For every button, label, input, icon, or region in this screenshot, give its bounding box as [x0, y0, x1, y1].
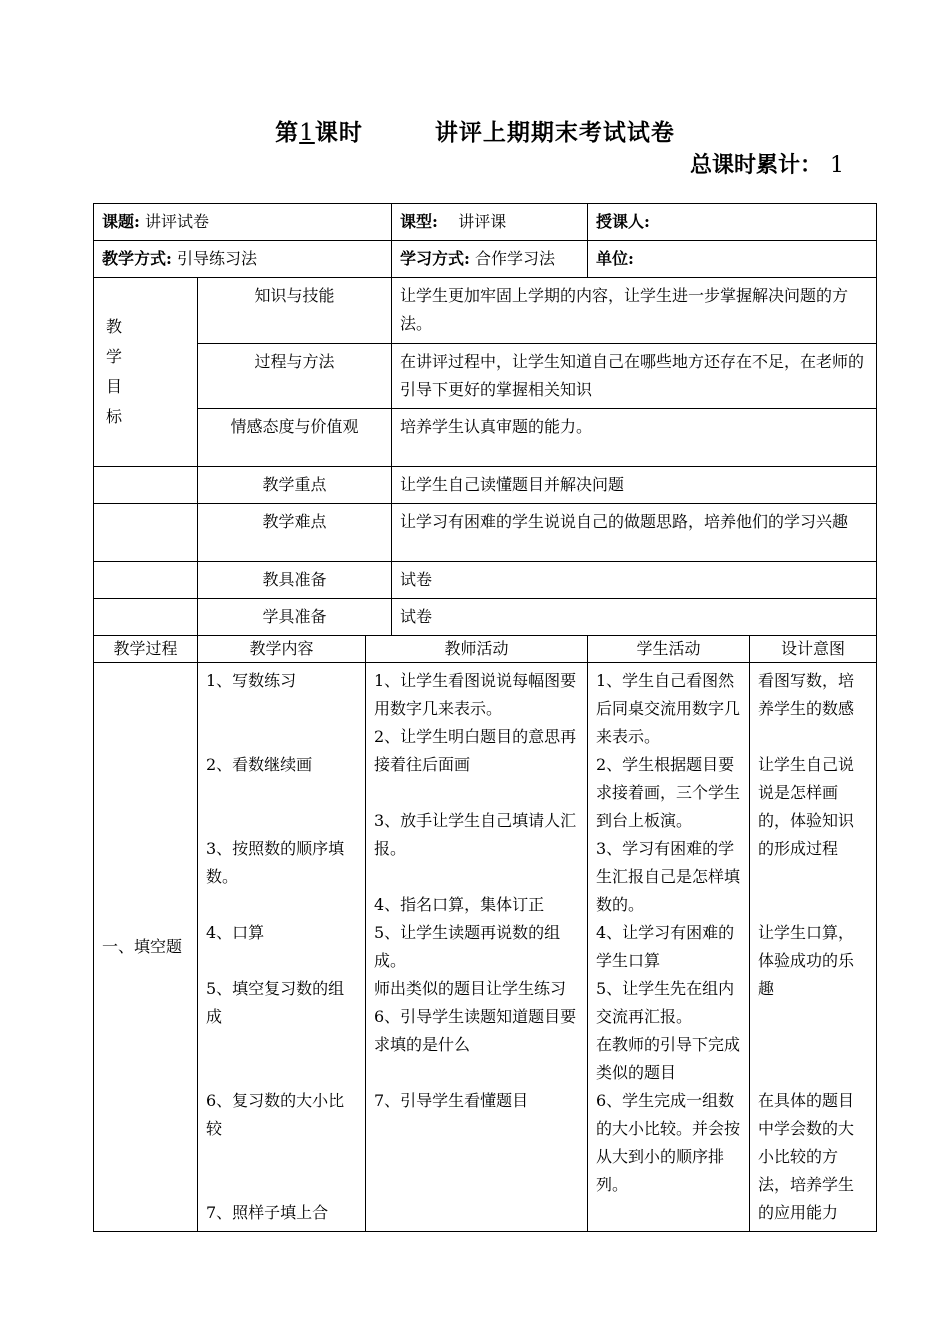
- key-row: [94, 599, 877, 636]
- process-header: 学生活动: [588, 636, 750, 663]
- process-header: 教学过程: [94, 636, 198, 663]
- process-student: [588, 663, 750, 1232]
- lesson-topic-title: 讲评上期期末考试试卷: [434, 119, 675, 146]
- process-content-text: [206, 667, 357, 1227]
- goal-row-1: [94, 278, 877, 344]
- process-paragraph: [206, 807, 357, 835]
- process-paragraph: [206, 891, 357, 919]
- process-header: 设计意图: [750, 636, 877, 663]
- key-name: 教学重点: [198, 467, 392, 504]
- process-paragraph: 看图写数，培养学生的数感: [758, 671, 855, 718]
- process-paragraph: 2、看数继续画: [206, 755, 313, 774]
- goal-name: 情感态度与价值观: [198, 409, 392, 467]
- info-row-1: [94, 204, 877, 241]
- process-paragraph: 师出类似的题目让学生练习: [374, 979, 567, 998]
- key-row: [94, 562, 877, 599]
- process-header-row: [94, 636, 877, 663]
- study-label: 学习方式: [400, 249, 465, 268]
- type-value: 讲评课: [458, 212, 507, 231]
- process-paragraph: [374, 779, 579, 807]
- key-name: 教具准备: [198, 562, 392, 599]
- goal-row-3: [94, 409, 877, 467]
- process-teacher-text: [374, 667, 579, 1115]
- process-paragraph: 1、让学生看图说说每幅图要用数字几来表示。: [374, 671, 577, 718]
- process-paragraph: 4、口算: [206, 923, 265, 942]
- key-row: [94, 467, 877, 504]
- process-student-text: [596, 667, 741, 1199]
- process-paragraph: 5、让学生读题再说数的组成。: [374, 923, 561, 970]
- process-header: 教师活动: [366, 636, 588, 663]
- goals-label-char: 目: [106, 377, 123, 396]
- unit-cell: [588, 241, 877, 278]
- lesson-title: [0, 114, 950, 147]
- goal-text: 培养学生认真审题的能力。: [392, 409, 877, 467]
- goal-name: 知识与技能: [198, 278, 392, 344]
- type-cell: [392, 204, 588, 241]
- unit-label: 单位:: [596, 249, 634, 268]
- process-paragraph: [758, 1031, 868, 1059]
- process-intent: [750, 663, 877, 1232]
- process-paragraph: [374, 1059, 579, 1087]
- key-name: 教学难点: [198, 504, 392, 562]
- process-paragraph: [758, 723, 868, 751]
- process-header: 教学内容: [198, 636, 366, 663]
- process-paragraph: 1、写数练习: [206, 671, 297, 690]
- process-paragraph: 让学生自己说说是怎样画的，体验知识的形成过程: [758, 755, 855, 858]
- method-cell: 教学方式: 引导练习法: [94, 241, 392, 278]
- process-paragraph: [374, 863, 579, 891]
- process-paragraph: [758, 863, 868, 891]
- process-paragraph: [206, 779, 357, 807]
- key-row: [94, 504, 877, 562]
- process-paragraph: 4、让学习有困难的学生口算: [596, 923, 735, 970]
- topic-value: 讲评试卷: [145, 212, 210, 231]
- topic-label: 课题: [102, 212, 135, 231]
- process-paragraph: 3、放手让学生自己填请人汇报。: [374, 811, 577, 858]
- total-hours-label: 总课时累计：: [689, 152, 822, 178]
- process-paragraph: 6、引导学生读题知道题目要求填的是什么: [374, 1007, 577, 1054]
- goals-label-cell: [94, 278, 198, 467]
- method-label: 教学方式: [102, 249, 167, 268]
- process-paragraph: 4、指名口算，集体订正: [374, 895, 545, 914]
- process-paragraph: [758, 1059, 868, 1087]
- goal-name: 过程与方法: [198, 344, 392, 409]
- process-paragraph: [206, 723, 357, 751]
- teacher-cell: [588, 204, 877, 241]
- teacher-label: 授课人:: [596, 212, 650, 231]
- process-paragraph: [206, 695, 357, 723]
- process-paragraph: 3、学习有困难的学生汇报自己是怎样填数的。: [596, 839, 741, 914]
- topic-cell: 课题: 讲评试卷: [94, 204, 392, 241]
- goal-text: 让学生更加牢固上学期的内容，让学生进一步掌握解决问题的方法。: [392, 278, 877, 344]
- lesson-suffix: 课时: [314, 119, 363, 146]
- type-label: 课型:: [400, 212, 438, 231]
- process-paragraph: 在具体的题目中学会数的大小比较的方法，培养学生的应用能力: [758, 1091, 855, 1222]
- goals-label-char: 学: [106, 347, 123, 366]
- total-hours-value: 1: [830, 153, 844, 178]
- process-paragraph: 1、学生自己看图然后同桌交流用数字几来表示。: [596, 671, 741, 746]
- process-paragraph: [758, 1003, 868, 1031]
- process-paragraph: 5、填空复习数的组成: [206, 979, 345, 1026]
- process-paragraph: [206, 1059, 357, 1087]
- lesson-prefix: 第: [275, 119, 300, 146]
- info-row-2: [94, 241, 877, 278]
- process-paragraph: 6、复习数的大小比较: [206, 1091, 345, 1138]
- process-paragraph: 在教师的引导下完成类似的题目: [596, 1035, 741, 1082]
- goal-text: 在讲评过程中，让学生知道自己在哪些地方还存在不足，在老师的引导下更好的掌握相关知识: [392, 344, 877, 409]
- process-row: [94, 663, 877, 1232]
- lesson-plan-table: [93, 203, 877, 1232]
- process-paragraph: 让学生口算，体验成功的乐趣: [758, 923, 855, 998]
- goal-row-2: [94, 344, 877, 409]
- process-paragraph: [206, 1031, 357, 1059]
- process-content: [198, 663, 366, 1232]
- study-cell: 学习方式: 合作学习法: [392, 241, 588, 278]
- process-paragraph: 7、引导学生看懂题目: [374, 1091, 529, 1110]
- key-text: 试卷: [392, 562, 877, 599]
- total-hours: [690, 148, 844, 179]
- process-paragraph: 5、让学生先在组内交流再汇报。: [596, 979, 735, 1026]
- goals-label-char: 标: [106, 407, 123, 426]
- process-paragraph: 7、照样子填上合: [206, 1203, 329, 1222]
- process-teacher: [366, 663, 588, 1232]
- process-paragraph: [758, 891, 868, 919]
- lesson-number: 1: [299, 120, 315, 146]
- process-paragraph: [206, 1143, 357, 1171]
- study-value: 合作学习法: [475, 249, 556, 268]
- method-value: 引导练习法: [177, 249, 258, 268]
- process-paragraph: 2、让学生明白题目的意思再接着往后面画: [374, 727, 577, 774]
- goals-label-char: 教: [106, 317, 123, 336]
- process-intent-text: [758, 667, 868, 1227]
- process-paragraph: 6、学生完成一组数的大小比较。并会按从大到小的顺序排列。: [596, 1091, 741, 1194]
- key-text: 让学习有困难的学生说说自己的做题思路，培养他们的学习兴趣: [392, 504, 877, 562]
- process-paragraph: [206, 947, 357, 975]
- process-paragraph: [206, 1171, 357, 1199]
- process-stage: 一、填空题: [94, 663, 198, 1232]
- process-paragraph: 2、学生根据题目要求接着画，三个学生到台上板演。: [596, 755, 741, 830]
- key-name: 学具准备: [198, 599, 392, 636]
- process-paragraph: 3、按照数的顺序填数。: [206, 839, 345, 886]
- key-text: 试卷: [392, 599, 877, 636]
- key-text: 让学生自己读懂题目并解决问题: [392, 467, 877, 504]
